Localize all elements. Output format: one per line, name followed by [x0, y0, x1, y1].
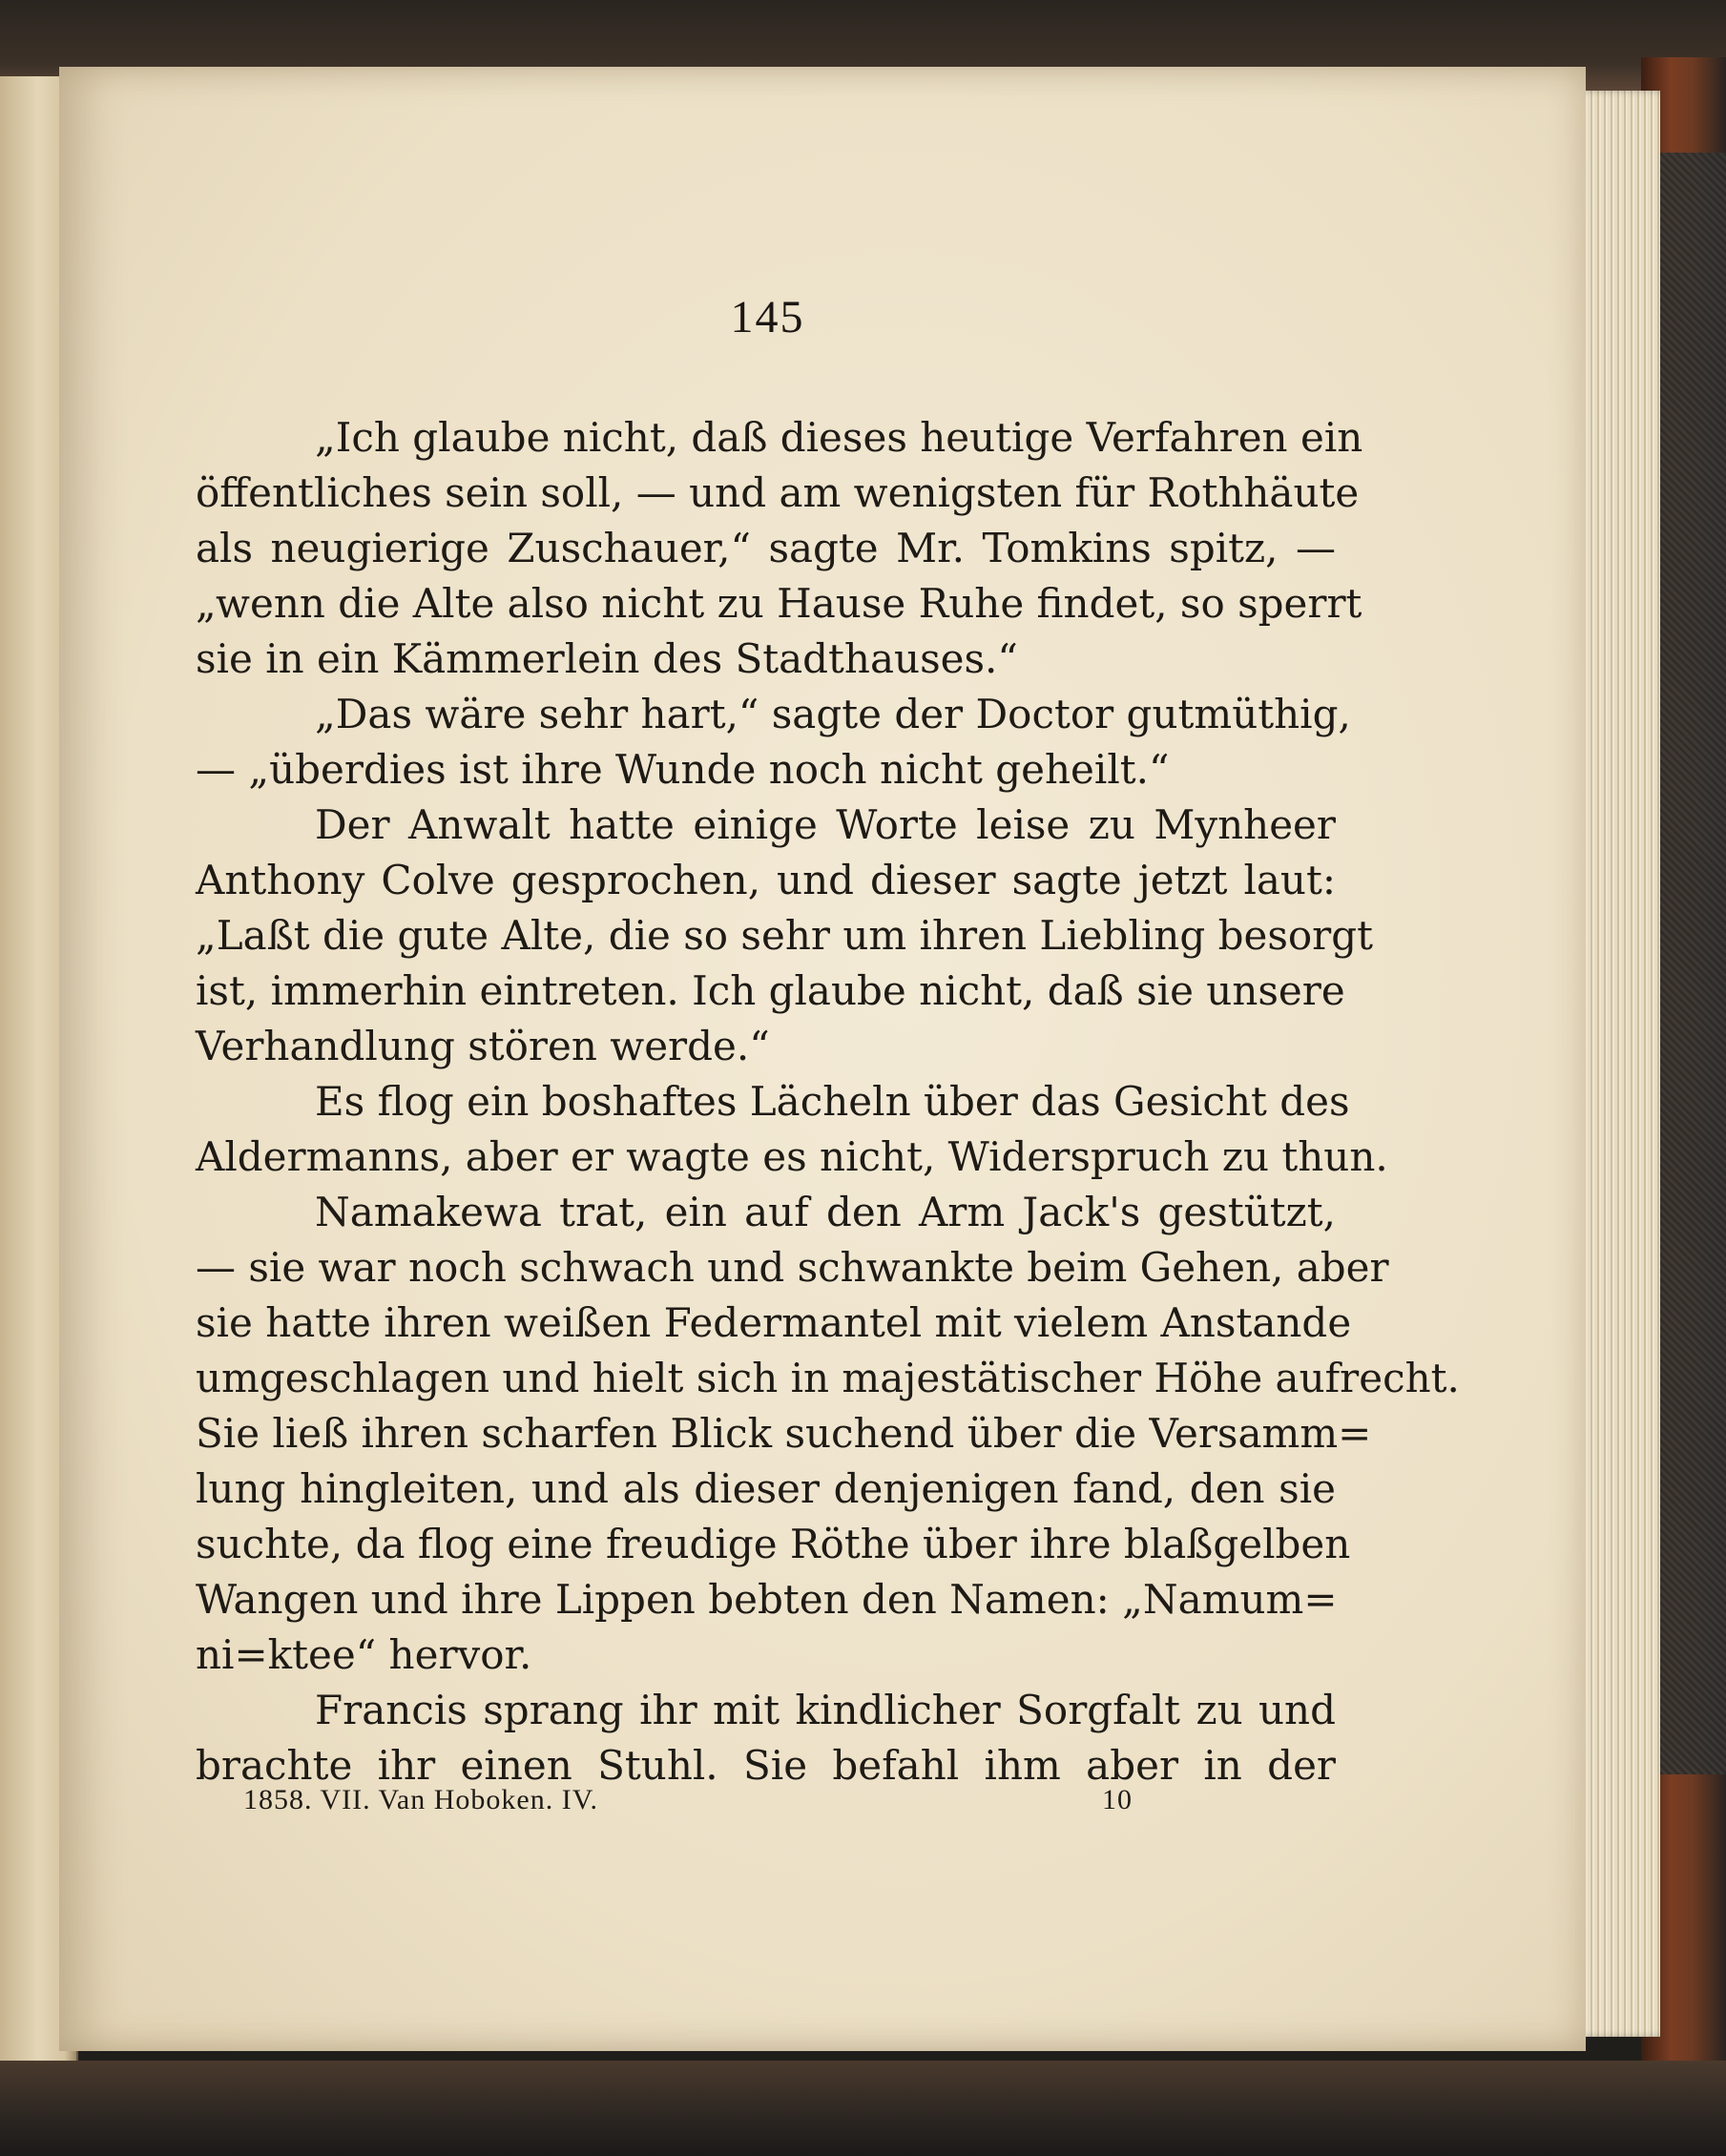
text-line: Es flog ein boshaftes Lächeln über das Gesicht des: [315, 1078, 1350, 1125]
text-line: Aldermanns, aber er wagte es nicht, Widerspruch zu thun.: [196, 1133, 1388, 1180]
text-line: Sie ließ ihren scharfen Blick suchend über die Versamm=: [196, 1410, 1372, 1457]
signature-mark: 1858. VII. Van Hoboken. IV.: [243, 1784, 598, 1815]
body-text: [196, 410, 1460, 1793]
text-line: — sie war noch schwach und schwankte beim Gehen, aber: [196, 1244, 1389, 1291]
book-cover-bottom: [0, 2061, 1726, 2156]
text-line: „wenn die Alte also nicht zu Hause Ruhe findet, so sperrt: [196, 580, 1362, 627]
page-fore-edge: [1574, 91, 1660, 2037]
text-line: umgeschlagen und hielt sich in majestätischer Höhe aufrecht.: [196, 1355, 1460, 1401]
text-line: sie in ein Kämmerlein des Stadthauses.“: [196, 635, 1018, 682]
text-line: ni=ktee“ hervor.: [196, 1631, 532, 1678]
text-line: Wangen und ihre Lippen bebten den Namen: „Namum=: [196, 1576, 1338, 1623]
text-line: öffentliches sein soll, — und am wenigsten für Rothhäute: [196, 469, 1360, 516]
text-line: brachte ihr einen Stuhl. Sie befahl ihm aber in der: [196, 1742, 1336, 1789]
text-line: als neugierige Zuschauer,“ sagte Mr. Tomkins spitz, —: [196, 525, 1336, 571]
text-line: Anthony Colve gesprochen, und dieser sagte jetzt laut:: [196, 857, 1336, 903]
text-line: „Das wäre sehr hart,“ sagte der Doctor gutmüthig,: [315, 691, 1351, 737]
text-line: — „überdies ist ihre Wunde noch nicht geheilt.“: [196, 746, 1170, 793]
text-line: suchte, da flog eine freudige Röthe über ihre blaßgelben: [196, 1521, 1351, 1567]
text-line: Der Anwalt hatte einige Worte leise zu Mynheer: [315, 801, 1336, 848]
sheet-number: 10: [1102, 1784, 1133, 1815]
text-line: Namakewa trat, ein auf den Arm Jack's gestützt,: [315, 1189, 1336, 1235]
text-line: „Laßt die gute Alte, die so sehr um ihren Liebling besorgt: [196, 912, 1373, 959]
text-line: „Ich glaube nicht, daß dieses heutige Verfahren ein: [315, 414, 1363, 461]
text-line: Francis sprang ihr mit kindlicher Sorgfalt zu und: [315, 1687, 1336, 1733]
text-line: Verhandlung stören werde.“: [196, 1023, 770, 1069]
book-cover-cloth: [1660, 153, 1726, 1774]
page-number: 145: [730, 292, 805, 342]
text-line: lung hingleiten, und als dieser denjenigen fand, den sie: [196, 1465, 1336, 1512]
text-line: ist, immerhin eintreten. Ich glaube nicht, daß sie unsere: [196, 967, 1345, 1014]
text-line: sie hatte ihren weißen Federmantel mit vielem Anstande: [196, 1299, 1352, 1346]
